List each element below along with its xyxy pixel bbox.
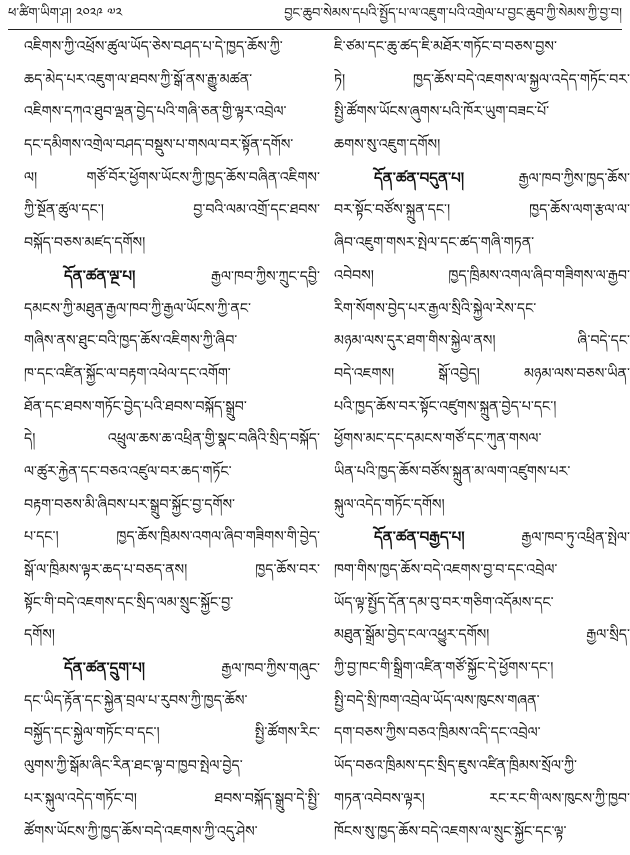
text-line bbox=[24, 521, 320, 554]
text-line bbox=[334, 293, 630, 326]
text-line bbox=[24, 227, 320, 260]
section-heading: དོན་ཚན་དྲུག་པ། bbox=[64, 659, 146, 678]
line-text: དག་བཅས་ཀྱིས་བཅའ་ཁྲིམས་འདི་དང་འབྲེལ་ bbox=[334, 725, 541, 742]
line-text: ཁག་གིས་ཁྱད་ཆོས་བདེ་འཇགས་བྱ་བ་དང་འབྲེལ་ bbox=[334, 562, 558, 578]
line-text: ཕྱོགས་མང་དང་དམངས་གཙོ་དང་ཀུན་གསལ་ bbox=[334, 431, 542, 448]
text-line bbox=[24, 64, 320, 97]
section-heading: དོན་ཚན་ལྔ་པ། bbox=[64, 266, 136, 285]
line-text: བདེ་འཇགས། སྒོ་འབྱེད། མཉམ་ལས་བཅས་ཡིན་ bbox=[334, 365, 630, 382]
line-text: ཡོད་བཅའ་ཁྲིམས་དང་སྲིད་ཇུས་འཛིན་ཁྲིམས་སྲོལ་ཀྱི་ bbox=[334, 758, 577, 775]
line-text: སྟོང་གི་བདེ་འཇགས་དང་སྲིད་ལམ་སྲུང་སྐྱོང་བྱ་ bbox=[24, 594, 234, 611]
line-text: སྐུལ་འདེད་གཏོང་དགོས། bbox=[334, 496, 445, 513]
line-text: ཚོགས་ཡོངས་ཀྱི་ཁྱད་ཆོས་བདེ་འཇགས་ཀྱི་འདུ་ཤེས་ bbox=[24, 823, 258, 840]
text-line bbox=[334, 64, 630, 97]
line-text: རིག་སོགས་བྱེད་པར་རྒྱལ་སྲིའི་སྐྱེལ་རེས་དང་ bbox=[334, 300, 537, 317]
text-line bbox=[24, 358, 320, 391]
text-line bbox=[334, 325, 630, 358]
line-text: ཀྱི་བྱ་ཁང་གི་སྒྲིག་འཛིན་གཙོ་སྐྱོང་དེ་ཕྱོགས་དང་། bbox=[334, 660, 554, 677]
line-text: ཀྱི་སྔོན་ཚུལ་དང་། བྱ་བའི་ལམ་འགྲོ་དང་ཐབས་ bbox=[24, 202, 320, 219]
header-right-text: བྱང་ཆུབ་སེམས་དཔའི་སྤྱོད་པ་ལ་འཇུག་པའི་འགྲེལ་པ་བྱང་ཆུབ་ཀྱི་སེམས་ཀྱི་བྱ་བ། bbox=[284, 5, 622, 21]
line-text: བརྟག་བཅས་མི་ཞིབས་པར་སྒྲུབ་སྐྱོང་བྱ་དགོས་ bbox=[24, 496, 236, 513]
line-text: སྤྱི་བདེ་སྲི་ཁག་འབྲེལ་ཡོད་ལས་ཁུངས་གཞན་ bbox=[334, 692, 540, 709]
text-line bbox=[24, 31, 320, 64]
text-line bbox=[334, 129, 630, 162]
line-text: བསྐྱོད་དང་སྐྱེལ་གཏོང་བ་དང་། སྤྱི་ཚོགས་རིང་ bbox=[24, 725, 320, 742]
line-text: ཆད་མེད་པར་འཇུག་ལ་ཐབས་ཀྱི་སྒོ་ནས་རྒྱུ་མཚན་ bbox=[24, 71, 253, 88]
text-line bbox=[334, 423, 630, 456]
line-text: ཡིན་པའི་ཁྱད་ཆོས་བཙོས་སྐྲུན་མ་ལག་འཛུགས་པར་ bbox=[334, 463, 571, 480]
line-text: བར་སྟོང་བཙོས་སྐྲུན་དང་། ཁྱད་ཆོས་ལག་རྩལ་ལ་ bbox=[334, 202, 630, 219]
line-text: རྒྱལ་ཁབ་ཏུ་འཕྲིན་སྤེལ་ bbox=[464, 530, 630, 547]
text-line bbox=[334, 162, 630, 195]
line-text: ཞིབ་འཇུག་གསར་སྤེལ་དང་ཚད་གཞི་གཏན་ bbox=[334, 235, 535, 252]
text-line bbox=[24, 456, 320, 489]
line-text: དང་ཡིད་རྟོན་དང་སྐྱེན་བྲལ་པ་རུབས་ཀྱི་ཁྱད་ཆོས་ bbox=[24, 692, 248, 709]
text-line bbox=[334, 750, 630, 783]
line-text: གཏན་འབེབས་ལྟར། རང་རང་གི་ལས་ཁུངས་ཀྱི་ཁྱབ་ bbox=[334, 790, 630, 807]
line-text: ཁོངས་སུ་ཁྱད་ཆོས་བདེ་འཇགས་ལ་སྲུང་སྐྱོང་དང་ལྟ་ bbox=[334, 823, 567, 840]
text-line bbox=[334, 521, 630, 554]
text-line bbox=[24, 129, 320, 162]
text-line bbox=[334, 652, 630, 685]
header-left-text: ཕ་ཚིག་ཡིག་ཤ། ༢༠༢༩ ༧༢ bbox=[8, 5, 123, 21]
text-line bbox=[24, 685, 320, 718]
text-line bbox=[334, 619, 630, 652]
line-text: ཐོན་དང་ཐབས་གཏོང་བྱེད་པའི་ཐབས་བསྐོད་སྒྲུབ་ bbox=[24, 398, 247, 415]
text-line bbox=[24, 194, 320, 227]
left-text-column bbox=[24, 31, 320, 848]
line-text: དམངས་ཀྱི་མཐུན་རྒྱལ་ཁབ་ཀྱི་རྒྱལ་ཡོངས་ཀྱི་ནང་ bbox=[24, 300, 251, 317]
line-text: ལ། གཙོ་བོར་ཕྱོགས་ཡོངས་ཀྱི་ཁྱད་ཆོས་བཞིན་འཇིགས་ bbox=[24, 169, 320, 186]
text-line bbox=[24, 96, 320, 129]
text-line bbox=[24, 391, 320, 424]
text-line bbox=[334, 717, 630, 750]
text-line bbox=[24, 717, 320, 750]
line-text: ཏེ། ཁྱད་ཆོས་བདེ་འཇགས་ལ་སྐྱལ་འདེད་གཏོང་བར་ bbox=[334, 71, 630, 88]
text-line bbox=[334, 96, 630, 129]
line-text: འཇིགས་ཀྱི་འཕྲོས་ཚུལ་ཡོད་ཅེས་བཤད་པ་དེ་ཁྱད་ཆོས་ཀྱི་ bbox=[24, 39, 283, 55]
text-line bbox=[334, 227, 630, 260]
section-heading: དོན་ཚན་བརྒྱད་པ། bbox=[374, 528, 465, 547]
line-text: ཁ་དང་འཛིན་སྐྱོང་ལ་བརྟག་འཕེལ་དང་འགོག་ bbox=[24, 365, 231, 382]
text-line bbox=[334, 358, 630, 391]
text-line bbox=[24, 325, 320, 358]
text-line bbox=[334, 489, 630, 522]
line-text: ཇི་ཙམ་དང་ཆུ་ཚད་ཇི་མཐོར་གཏོང་བ་བཅས་བྱས་ bbox=[334, 39, 557, 55]
line-text: སྒོ་ལ་ཁྲིམས་ལྟར་ཆད་པ་བཅད་ནས། ཁྱད་ཆོས་བར་ bbox=[24, 562, 320, 578]
text-line bbox=[24, 587, 320, 620]
line-text: དགོས། bbox=[24, 627, 55, 644]
text-line bbox=[24, 652, 320, 685]
text-line bbox=[334, 554, 630, 587]
line-text: ལ་ཚུར་རྐྱེན་དང་བཅའ་འཛུལ་བར་ཆད་གཏོང་ bbox=[24, 463, 232, 480]
header-rule bbox=[8, 29, 622, 30]
text-line bbox=[24, 554, 320, 587]
line-text: ཆགས་སུ་འཇུག་དགོས། bbox=[334, 137, 441, 154]
line-text: བསྐོད་བཅས་མཛད་དགོས། bbox=[24, 235, 146, 252]
text-line bbox=[24, 423, 320, 456]
right-text-column bbox=[334, 31, 630, 848]
text-line bbox=[334, 783, 630, 816]
line-text: པར་སྐུལ་འདེད་གཏོང་བ། ཐབས་བསྐོད་སྒྲུབ་དེ་སྤྱི་ bbox=[24, 790, 320, 807]
line-text: འཇིགས་དཀའ་ཐུབ་ལྡན་བྱེད་པའི་གཞི་ཅན་གྱི་ལྟར་འབྲེལ་ bbox=[24, 104, 287, 121]
line-text: རྒྱལ་ཁབ་ཀྱིས་ཀྲུང་དབྱི་ bbox=[135, 268, 320, 285]
text-line bbox=[24, 783, 320, 816]
text-line bbox=[24, 619, 320, 652]
section-heading: དོན་ཚན་བདུན་པ། bbox=[374, 168, 465, 187]
line-text: པའི་ཁྱད་ཆོས་བར་སྟོང་འཛུགས་སྐྲུན་བྱེད་པ་དང་། bbox=[334, 398, 557, 415]
line-text: སྤྱི་ཚོགས་ཡོངས་ཞུགས་པའི་ཁོར་ཡུག་བཟང་པོ་ bbox=[334, 104, 550, 121]
line-text: རྒྱལ་ཁབ་ཀྱིས་གཞུང་ bbox=[145, 661, 320, 678]
text-line bbox=[24, 816, 320, 849]
text-line bbox=[334, 685, 630, 718]
text-line bbox=[24, 162, 320, 195]
text-line bbox=[24, 489, 320, 522]
text-line bbox=[24, 260, 320, 293]
line-text: པ་དང་། ཁྱད་ཆོས་ཁྲིམས་འགལ་ཞིབ་གཟིགས་གི་བྱེད་ bbox=[24, 529, 320, 546]
text-line bbox=[334, 194, 630, 227]
line-text: ལུགས་ཀྱི་སྒོམ་ཞིང་རིན་ཐང་ལྟ་བ་ཁྱབ་སྤེལ་བྱེད་ bbox=[24, 758, 243, 775]
line-text: དང་དམིགས་འགྲེལ་བཤད་བསྡུས་པ་གསལ་བར་སྟོན་དགོས་ bbox=[24, 137, 294, 154]
text-line bbox=[334, 260, 630, 293]
line-text: གཞིས་ནས་ཐུང་བའི་ཁྱད་ཆོས་འཇིགས་ཀྱི་ཞིབ་ bbox=[24, 333, 238, 350]
line-text: ཡོད་ལྟ་སྤྱོད་དོན་དམ་བུ་བར་གཅིག་འདོམས་དང་ bbox=[334, 594, 554, 611]
line-text: རྒྱལ་ཁབ་ཀྱིས་ཁྱད་ཆོས་ bbox=[464, 170, 630, 187]
line-text: དེ། འཕྲུལ་ཆས་ཆ་འཕྲིན་གྱི་སྣང་བཞིའི་སྲིད་བསྐོད་ bbox=[24, 431, 320, 448]
text-line bbox=[334, 816, 630, 849]
line-text: འབེབས། ཁྱད་ཁྲིམས་འགལ་ཞིབ་གཟིགས་ལ་རྒྱབ་ bbox=[334, 267, 630, 284]
text-line bbox=[334, 456, 630, 489]
text-line bbox=[334, 31, 630, 64]
line-text: མཐུན་སྒྲོམ་བྱེད་ངལ་འཕྱུར་དགོས། རྒྱལ་སྲིད་ bbox=[334, 627, 630, 644]
running-header bbox=[8, 3, 622, 29]
text-line bbox=[334, 391, 630, 424]
text-line bbox=[24, 293, 320, 326]
text-line bbox=[24, 750, 320, 783]
line-text: མཉམ་ལས་དུར་ཐག་གིས་སྐྱེལ་ནས། ཞི་བདེ་དང་ bbox=[334, 333, 630, 350]
text-line bbox=[334, 587, 630, 620]
